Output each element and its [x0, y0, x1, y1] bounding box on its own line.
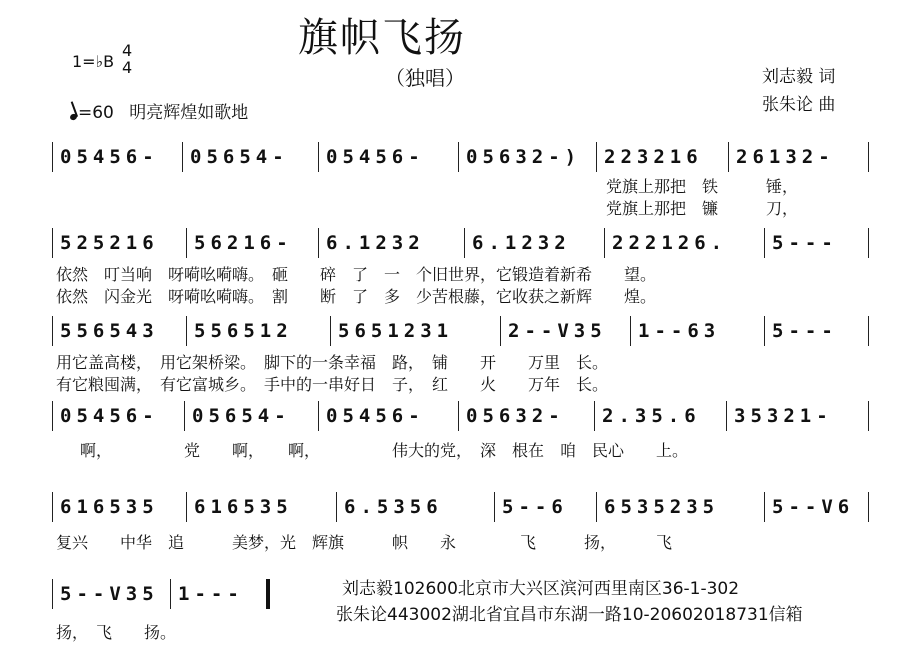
measure: 6.5356: [344, 496, 443, 518]
barline: [186, 492, 187, 522]
barline: [494, 492, 495, 522]
final-barline: [266, 579, 270, 609]
tempo-value: =60: [78, 103, 114, 123]
measure: 5--V35: [60, 583, 159, 605]
barline: [318, 142, 319, 172]
barline: [52, 492, 53, 522]
composer-credit: 张朱论 曲: [762, 95, 836, 115]
barline: [336, 492, 337, 522]
barline: [170, 579, 171, 609]
measure: 05456-: [60, 146, 159, 168]
barline: [458, 142, 459, 172]
lyric-line: 有它粮囤满， 有它富城乡。 手中的一串好日 子， 红 火 万年 长。: [56, 375, 609, 394]
measure: 35321-: [734, 405, 833, 427]
barline: [764, 316, 765, 346]
barline: [604, 228, 605, 258]
lyric-line: 用它盖高楼， 用它架桥梁。 脚下的一条幸福 路， 铺 开 万里 长。: [56, 353, 609, 372]
measure: 1--63: [638, 320, 721, 342]
lyric-line: 党旗上那把 镰 刀，: [606, 199, 799, 218]
measure: 6.1232: [472, 232, 571, 254]
measure: 6535235: [604, 496, 720, 518]
time-signature-bottom: 4: [122, 58, 133, 77]
song-subtitle: （独唱）: [385, 66, 465, 90]
measure: 525216: [60, 232, 159, 254]
barline: [52, 228, 53, 258]
measure: 05654-: [192, 405, 291, 427]
lyric-line: 依然 叮当响 呀嗬吆嗬嗨。 砸 碎 了 一 个旧世界，它锻造着新希 望。: [56, 265, 657, 284]
measure: 05456-: [60, 405, 159, 427]
measure: 05456-: [326, 405, 425, 427]
barline: [868, 142, 869, 172]
barline: [318, 228, 319, 258]
barline: [868, 492, 869, 522]
barline: [52, 579, 53, 609]
barline: [596, 142, 597, 172]
barline: [458, 401, 459, 431]
measure: 223216: [604, 146, 703, 168]
measure: 05632-): [466, 146, 582, 168]
barline: [52, 401, 53, 431]
measure: 6.1232: [326, 232, 425, 254]
expression-marking: 明亮辉煌如歌地: [129, 103, 249, 123]
lyric-line: 党旗上那把 铁 锤，: [606, 177, 799, 196]
barline: [464, 228, 465, 258]
barline: [52, 142, 53, 172]
time-signature-top: 4: [122, 41, 133, 60]
barline: [182, 142, 183, 172]
barline: [594, 401, 595, 431]
measure: 2--V35: [508, 320, 607, 342]
barline: [726, 401, 727, 431]
measure: 5--V6: [772, 496, 855, 518]
measure: 05456-: [326, 146, 425, 168]
contact-composer: 张朱论443002湖北省宜昌市东湖一路10-20602018731信箱: [336, 605, 803, 625]
measure: 1---: [178, 583, 244, 605]
measure: 5---: [772, 320, 838, 342]
barline: [630, 316, 631, 346]
lyricist-credit: 刘志毅 词: [762, 67, 836, 87]
barline: [868, 228, 869, 258]
barline: [728, 142, 729, 172]
measure: 26132-: [736, 146, 835, 168]
barline: [868, 316, 869, 346]
measure: 5---: [772, 232, 838, 254]
song-title: 旗帜飞扬: [298, 15, 466, 61]
barline: [330, 316, 331, 346]
tempo-marking: [70, 98, 248, 123]
contact-lyricist: 刘志毅102600北京市大兴区滨河西里南区36-1-302: [342, 579, 740, 599]
barline: [184, 401, 185, 431]
measure: 222126.: [612, 232, 728, 254]
measure: 616535: [60, 496, 159, 518]
barline: [764, 228, 765, 258]
measure: 616535: [194, 496, 293, 518]
barline: [500, 316, 501, 346]
measure: 05632-: [466, 405, 565, 427]
barline: [318, 401, 319, 431]
lyric-line: 啊， 党 啊， 啊， 伟大的党， 深 根在 咱 民心 上。: [80, 441, 689, 460]
measure: 5--6: [502, 496, 568, 518]
measure: 56216-: [194, 232, 293, 254]
measure: 556512: [194, 320, 293, 342]
barline: [764, 492, 765, 522]
barline: [52, 316, 53, 346]
key-signature: 1=♭B: [72, 52, 115, 71]
quarter-note-icon: [69, 113, 78, 121]
lyric-line: 复兴 中华 追 美梦，光 辉旗 帜 永 飞 扬， 飞: [56, 533, 673, 552]
barline: [596, 492, 597, 522]
barline: [868, 401, 869, 431]
measure: 5651231: [338, 320, 454, 342]
lyric-line: 扬， 飞 扬。: [56, 623, 177, 642]
barline: [186, 228, 187, 258]
time-signature: [122, 42, 132, 76]
measure: 556543: [60, 320, 159, 342]
barline: [186, 316, 187, 346]
measure: 2.35.6: [602, 405, 701, 427]
measure: 05654-: [190, 146, 289, 168]
lyric-line: 依然 闪金光 呀嗬吆嗬嗨。 割 断 了 多 少苦根藤，它收获之新辉 煌。: [56, 287, 657, 306]
